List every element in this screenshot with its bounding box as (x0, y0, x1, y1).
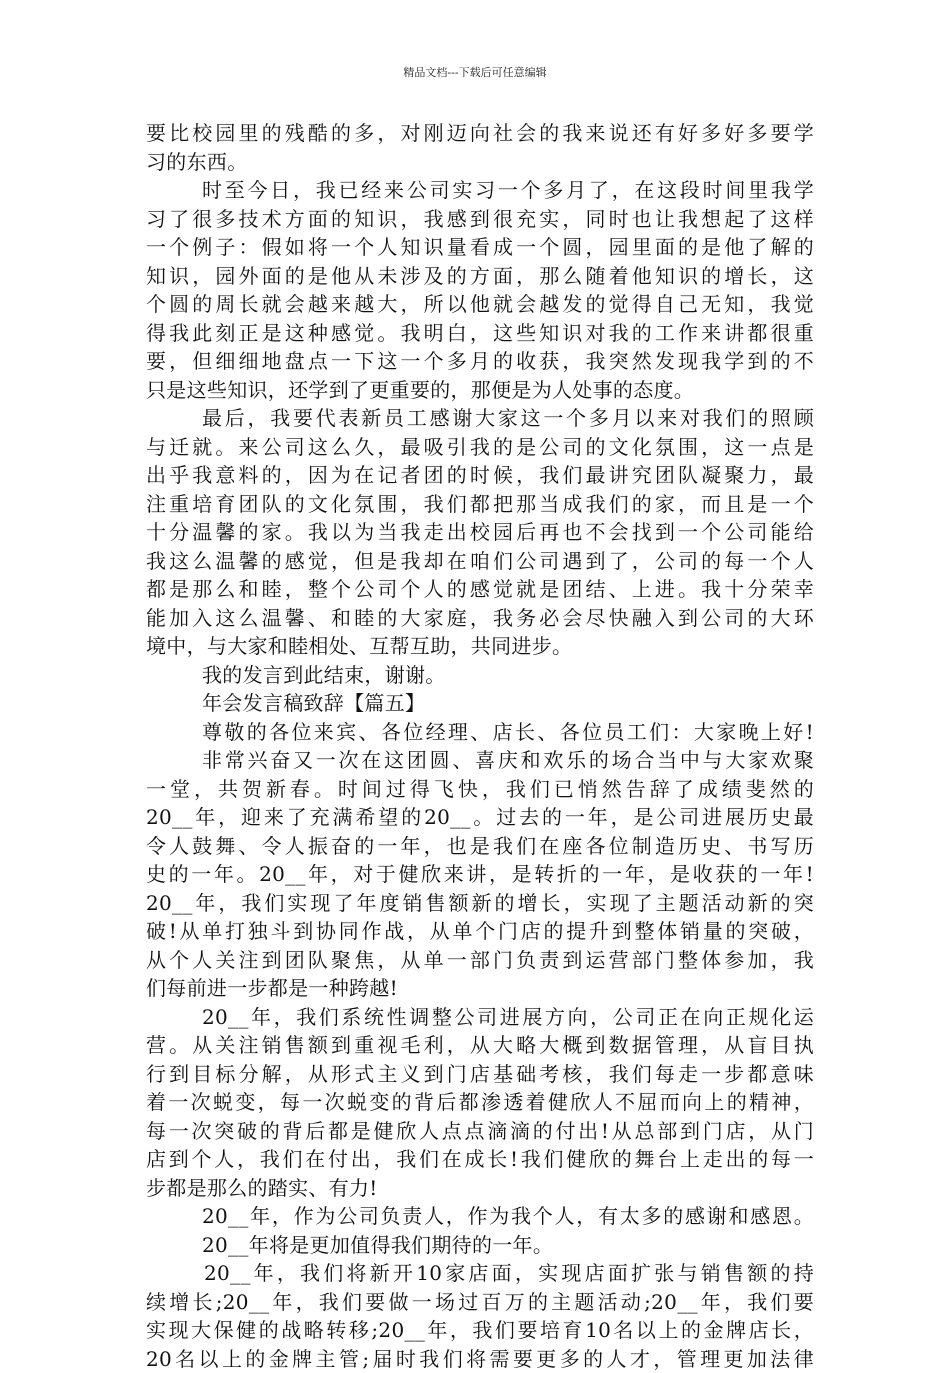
text-line: 20__年将是更加值得我们期待的一年。 (146, 1231, 814, 1260)
text-line: 实现大保健的战略转移;20__年，我们要培育10名以上的金牌店长， (146, 1316, 814, 1345)
text-line: 习了很多技术方面的知识，我感到很充实，同时也让我想起了这样 (146, 205, 814, 234)
text-line: 都是那么和睦，整个公司个人的感觉就是团结、上进。我十分荣幸 (146, 575, 814, 604)
document-body (146, 119, 814, 1373)
text-line: 要比校园里的残酷的多，对刚迈向社会的我来说还有好多好多要学 (146, 119, 814, 148)
text-line: 们每前进一步都是一种跨越! (146, 974, 814, 1003)
text-line: 店到个人，我们在付出，我们在成长!我们健欣的舞台上走出的每一 (146, 1145, 814, 1174)
text-line: 非常兴奋又一次在这团圆、喜庆和欢乐的场合当中与大家欢聚 (146, 746, 814, 775)
text-line: 20__年，我们系统性调整公司进展方向，公司正在向正规化运 (146, 1003, 814, 1032)
text-line: 年会发言稿致辞【篇五】 (146, 689, 814, 718)
text-line: 尊敬的各位来宾、各位经理、店长、各位员工们：大家晚上好! (146, 718, 814, 747)
text-line: 20__年，我们实现了年度销售额新的增长，实现了主题活动新的突 (146, 889, 814, 918)
text-line: 出乎我意料的，因为在记者团的时候，我们最讲究团队凝聚力，最 (146, 461, 814, 490)
text-line: 破!从单打独斗到协同作战，从单个门店的提升到整体销量的突破， (146, 917, 814, 946)
text-line: 境中，与大家和睦相处、互帮互助，共同进步。 (146, 632, 814, 661)
text-line: 营。从关注销售额到重视毛利，从大略大概到数据管理，从盲目执 (146, 1031, 814, 1060)
text-line: 最后，我要代表新员工感谢大家这一个多月以来对我们的照顾 (146, 404, 814, 433)
text-line: 习的东西。 (146, 148, 814, 177)
text-line: 一堂，共贺新春。时间过得飞快，我们已悄然告辞了成绩斐然的 (146, 775, 814, 804)
text-line: 我的发言到此结束，谢谢。 (146, 661, 814, 690)
text-line: 20__年，我们将新开10家店面，实现店面扩张与销售额的持 (146, 1259, 814, 1288)
text-line: 令人鼓舞、令人振奋的一年，也是我们在座各位制造历史、书写历 (146, 832, 814, 861)
text-line: 能加入这么温馨、和睦的大家庭，我务必会尽快融入到公司的大环 (146, 604, 814, 633)
text-line: 要，但细细地盘点一下这一个多月的收获，我突然发现我学到的不 (146, 347, 814, 376)
text-line: 续增长;20__年，我们要做一场过百万的主题活动;20__年，我们要 (146, 1288, 814, 1317)
text-line: 时至今日，我已经来公司实习一个多月了，在这段时间里我学 (146, 176, 814, 205)
text-line: 20__年，迎来了充满希望的20__。过去的一年，是公司进展历史最 (146, 803, 814, 832)
text-line: 20__年，作为公司负责人，作为我个人，有太多的感谢和感恩。 (146, 1202, 814, 1231)
text-line: 得我此刻正是这种感觉。我明白，这些知识对我的工作来讲都很重 (146, 319, 814, 348)
text-line: 史的一年。20__年，对于健欣来讲，是转折的一年，是收获的一年! (146, 860, 814, 889)
text-line: 20名以上的金牌主管;届时我们将需要更多的人才，管理更加法律 (146, 1345, 814, 1373)
text-line: 行到目标分解，从形式主义到门店基础考核，我们每走一步都意味 (146, 1060, 814, 1089)
page-header: 精品文档---下载后可任意编辑 (0, 66, 950, 80)
text-line: 着一次蜕变，每一次蜕变的背后都渗透着健欣人不屈而向上的精神， (146, 1088, 814, 1117)
text-line: 与迁就。来公司这么久，最吸引我的是公司的文化氛围，这一点是 (146, 433, 814, 462)
text-line: 注重培育团队的文化氛围，我们都把那当成我们的家，而且是一个 (146, 490, 814, 519)
text-line: 知识，园外面的是他从未涉及的方面，那么随着他知识的增长，这 (146, 262, 814, 291)
text-line: 只是这些知识，还学到了更重要的，那便是为人处事的态度。 (146, 376, 814, 405)
text-line: 每一次突破的背后都是健欣人点点滴滴的付出!从总部到门店，从门 (146, 1117, 814, 1146)
text-line: 从个人关注到团队聚焦，从单一部门负责到运营部门整体参加，我 (146, 946, 814, 975)
text-line: 一个例子：假如将一个人知识量看成一个圆，园里面的是他了解的 (146, 233, 814, 262)
text-line: 十分温馨的家。我以为当我走出校园后再也不会找到一个公司能给 (146, 518, 814, 547)
text-line: 步都是那么的踏实、有力! (146, 1174, 814, 1203)
text-line: 个圆的周长就会越来越大，所以他就会越发的觉得自己无知，我觉 (146, 290, 814, 319)
text-line: 我这么温馨的感觉，但是我却在咱们公司遇到了，公司的每一个人 (146, 547, 814, 576)
